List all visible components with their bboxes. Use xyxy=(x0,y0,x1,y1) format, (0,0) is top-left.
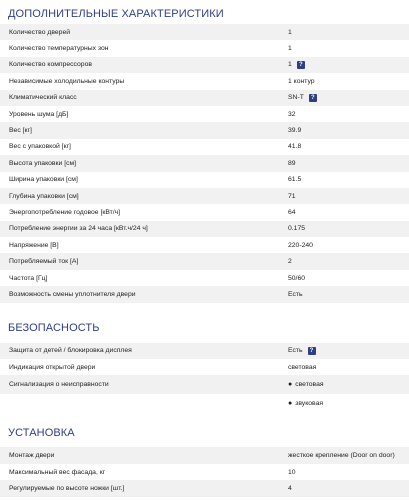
spec-value: SN-T xyxy=(288,94,304,102)
spec-label: Высота упаковки [см] xyxy=(9,159,77,167)
spec-value: Есть xyxy=(288,290,303,298)
spec-row xyxy=(0,286,409,302)
section-title-installation: УСТАНОВКА xyxy=(8,427,75,440)
section-title-safety: БЕЗОПАСНОСТЬ xyxy=(8,321,100,334)
spec-table-safety xyxy=(0,343,409,414)
spec-label: Количество компрессоров xyxy=(9,61,92,69)
spec-value: 61.5 xyxy=(288,176,302,184)
spec-value-cell xyxy=(288,94,409,102)
spec-row xyxy=(0,221,409,237)
spec-value: жесткое крепление (Door on door) xyxy=(288,452,395,460)
spec-row xyxy=(0,106,409,122)
spec-value: 50/60 xyxy=(288,274,306,282)
spec-label: Возможность смены уплотнителя двери xyxy=(9,290,136,298)
spec-label: Частота [Гц] xyxy=(9,274,48,282)
spec-value: 1 xyxy=(288,28,292,36)
spec-value-bullet xyxy=(288,381,409,388)
spec-row xyxy=(0,122,409,138)
spec-label: Количество дверей xyxy=(9,28,71,36)
spec-row xyxy=(0,57,409,73)
spec-value: 41.8 xyxy=(288,143,302,151)
spec-value: 89 xyxy=(288,159,296,167)
spec-value: 1 контур xyxy=(288,77,315,85)
help-icon[interactable]: ? xyxy=(297,61,305,69)
spec-label: Сигнализация о неисправности xyxy=(9,381,109,389)
spec-row xyxy=(0,359,409,375)
spec-value: световая xyxy=(288,363,317,371)
spec-row xyxy=(0,73,409,89)
spec-row xyxy=(0,24,409,40)
spec-label: Ширина упаковки [см] xyxy=(9,176,78,184)
bullet-dot-icon: ● xyxy=(288,381,293,389)
spec-row xyxy=(0,139,409,155)
spec-value: 0.175 xyxy=(288,225,306,233)
spec-row xyxy=(0,172,409,188)
spec-value: 10 xyxy=(288,468,296,476)
spec-label: Независимые холодильные контуры xyxy=(9,77,125,85)
spec-label: Защита от детей / блокировка дисплея xyxy=(9,347,132,355)
spec-label: Максимальный вес фасада, кг xyxy=(9,468,106,476)
spec-row xyxy=(0,270,409,286)
bullet-dot-icon: ● xyxy=(288,400,293,408)
spec-label: Энергопотребление годовое [кВт/ч] xyxy=(9,208,121,216)
spec-row xyxy=(0,464,409,480)
spec-value: 1 xyxy=(288,61,292,69)
spec-value: 2 xyxy=(288,258,292,266)
spec-table-installation xyxy=(0,447,409,496)
spec-value: 4 xyxy=(288,484,292,492)
spec-row xyxy=(0,204,409,220)
spec-label: Вес с упаковкой [кг] xyxy=(9,143,71,151)
spec-label: Регулируемые по высоте ножки [шт.] xyxy=(9,484,125,492)
spec-value: звуковая xyxy=(295,400,324,408)
spec-value: 64 xyxy=(288,208,296,216)
help-icon[interactable]: ? xyxy=(308,347,316,355)
spec-value: 1 xyxy=(288,45,292,53)
spec-label: Потребляемый ток [А] xyxy=(9,258,79,266)
spec-row xyxy=(0,253,409,269)
spec-value-bullet xyxy=(288,400,409,407)
spec-value-cell xyxy=(288,61,409,69)
help-icon[interactable]: ? xyxy=(309,94,317,102)
spec-row xyxy=(0,40,409,56)
spec-row xyxy=(0,480,409,496)
spec-value: 32 xyxy=(288,110,296,118)
spec-label: Потребление энергии за 24 часа [кВт.ч/24 ч] xyxy=(9,225,148,233)
spec-row xyxy=(0,188,409,204)
spec-row xyxy=(0,394,409,413)
spec-label: Индикация открытой двери xyxy=(9,363,96,371)
spec-label: Количество температурных зон xyxy=(9,45,109,53)
spec-value: световая xyxy=(295,381,324,389)
spec-row xyxy=(0,90,409,106)
spec-value: 39.9 xyxy=(288,127,302,135)
spec-label: Уровень шума [дБ] xyxy=(9,110,69,118)
spec-value: Есть xyxy=(288,347,303,355)
spec-row xyxy=(0,343,409,359)
spec-value: 71 xyxy=(288,192,296,200)
spec-label: Напряжение [В] xyxy=(9,241,59,249)
spec-table-additional xyxy=(0,24,409,303)
spec-label: Климатический класс xyxy=(9,94,77,102)
spec-row xyxy=(0,447,409,463)
spec-row xyxy=(0,375,409,394)
spec-value-cell xyxy=(288,347,409,355)
spec-row xyxy=(0,155,409,171)
section-title-additional: ДОПОЛНИТЕЛЬНЫЕ ХАРАКТЕРИСТИКИ xyxy=(8,8,224,20)
spec-label: Монтаж двери xyxy=(9,452,55,460)
spec-row xyxy=(0,237,409,253)
spec-label: Вес [кг] xyxy=(9,127,32,135)
spec-value: 220-240 xyxy=(288,241,313,249)
spec-label: Глубина упаковки [см] xyxy=(9,192,79,200)
